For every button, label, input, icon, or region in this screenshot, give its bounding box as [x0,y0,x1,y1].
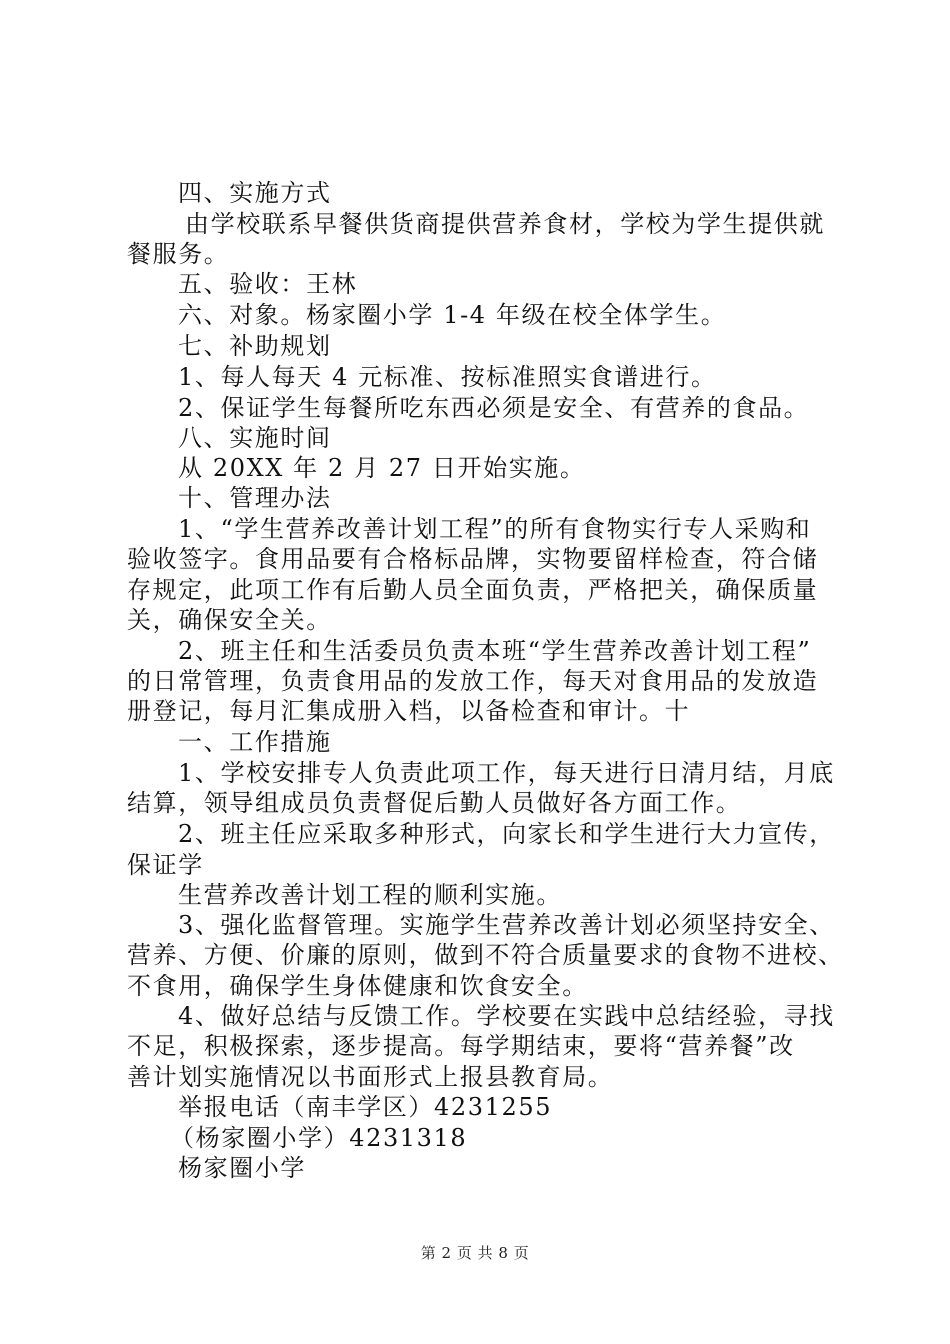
text-line: 六、对象。杨家圈小学 1-4 年级在校全体学生。 [178,301,727,329]
text-line: 八、实施时间 [178,424,332,452]
text-line: 四、实施方式 [178,179,332,207]
text-line: 2、班主任和生活委员负责本班“学生营养改善计划工程” [178,637,812,665]
text-line: 2、班主任应采取多种形式，向家长和学生进行大力宣传， [178,820,835,848]
text-line: （杨家圈小学）4231318 [170,1124,468,1152]
text-line: 七、补助规划 [178,332,332,360]
text-line: 杨家圈小学 [178,1154,306,1182]
text-line: 一、工作措施 [178,728,332,756]
text-line: 验收签字。食用品要有合格标品牌，实物要留样检查，符合储 [127,545,819,573]
text-line: 善计划实施情况以书面形式上报县教育局。 [127,1063,614,1091]
text-line: 不食用，确保学生身体健康和饮食安全。 [127,972,588,1000]
text-line: 生营养改善计划工程的顺利实施。 [178,881,562,909]
text-line: 1、每人每天 4 元标准、按标准照实食谱进行。 [178,363,717,391]
text-line: 册登记，每月汇集成册入档，以备检查和审计。十 [127,697,691,725]
text-line: 由学校联系早餐供货商提供营养食材，学校为学生提供就 [185,210,825,238]
text-line: 不足，积极探索，逐步提高。每学期结束，要将“营养餐”改 [127,1032,795,1060]
text-line: 保证学 [127,851,204,879]
text-line: 1、“学生营养改善计划工程”的所有食物实行专人采购和 [178,515,812,543]
text-line: 餐服务。 [127,240,230,268]
text-line: 从 20XX 年 2 月 27 日开始实施。 [178,454,586,482]
text-line: 举报电话（南丰学区）4231255 [178,1093,553,1121]
text-line: 十、管理办法 [178,484,332,512]
text-line: 4、做好总结与反馈工作。学校要在实践中总结经验，寻找 [178,1002,835,1030]
text-line: 关，确保安全关。 [127,606,332,634]
text-line: 3、强化监督管理。实施学生营养改善计划必须坚持安全、 [178,911,835,939]
text-line: 1、学校安排专人负责此项工作，每天进行日清月结，月底 [178,759,835,787]
text-line: 结算，领导组成员负责督促后勤人员做好各方面工作。 [127,789,742,817]
page-number-footer: 第 2 页 共 8 页 [420,1244,530,1262]
text-line: 的日常管理，负责食用品的发放工作，每天对食用品的发放造 [127,667,819,695]
text-line: 存规定，此项工作有后勤人员全面负责，严格把关，确保质量 [127,576,819,604]
text-line: 五、验收：王林 [178,270,358,298]
text-line: 2、保证学生每餐所吃东西必须是安全、有营养的食品。 [178,394,810,422]
text-line: 营养、方便、价廉的原则，做到不符合质量要求的食物不进校、 [127,941,844,969]
